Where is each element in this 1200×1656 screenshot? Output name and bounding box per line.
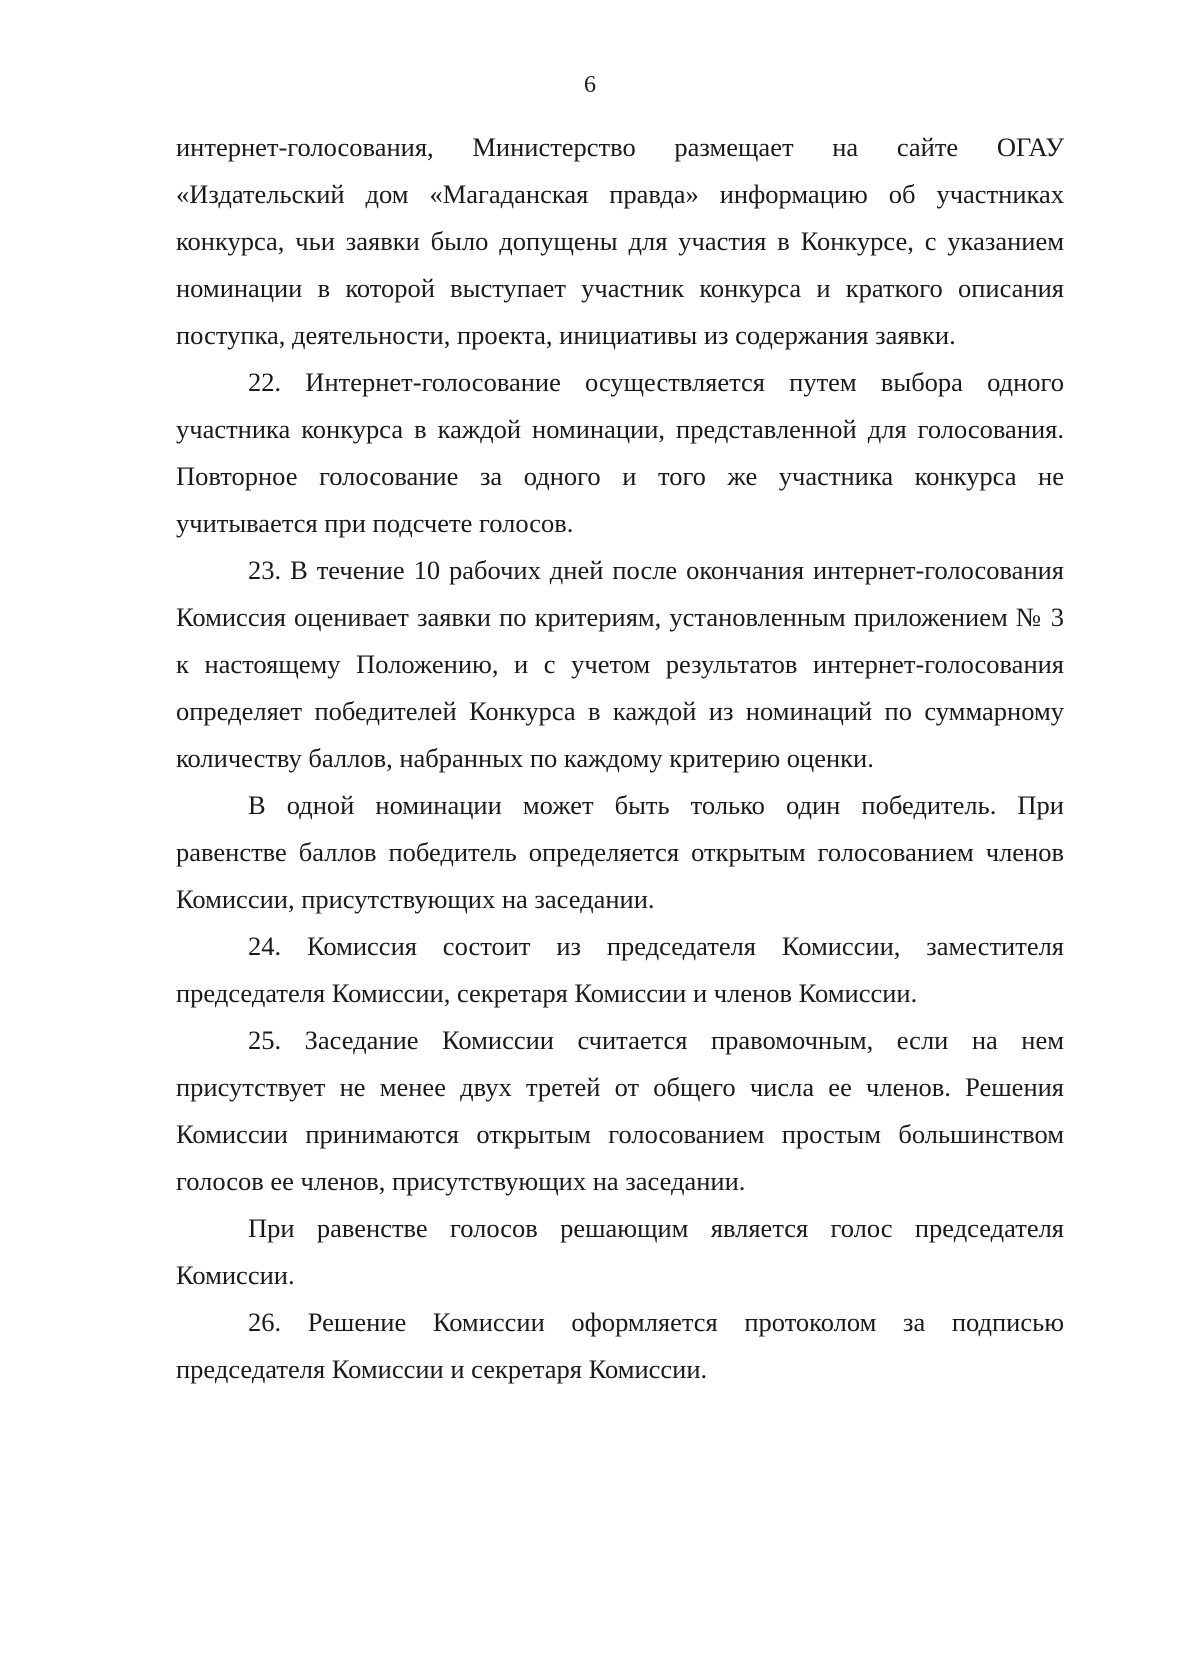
paragraph-clause-25: 25. Заседание Комиссии считается правомочным, если на нем присутствует не менее двух третей от общего числа ее членов. Решения Комиссии принимаются открытым голосованием простым большинством голосов ее членов, присутствующих на заседании.	[176, 1025, 1064, 1196]
paragraph-clause-26: 26. Решение Комиссии оформляется протоколом за подписью председателя Комиссии и секретаря Комиссии.	[176, 1307, 1064, 1384]
paragraph-continuation: интернет-голосования, Министерство размещает на сайте ОГАУ «Издательский дом «Магаданская правда» информацию об участниках конкурса, чьи заявки было допущены для участия в Конкурсе, с указанием номинации в которой выступает участник конкурса и краткого описания поступка, деятельности, проекта, инициативы из содержания заявки.	[176, 132, 1064, 350]
paragraph-single-winner: В одной номинации может быть только один победитель. При равенстве баллов победитель определяется открытым голосованием членов Комиссии, присутствующих на заседании.	[176, 790, 1064, 914]
paragraph-tie-vote: При равенстве голосов решающим является голос председателя Комиссии.	[176, 1213, 1064, 1290]
document-body	[176, 124, 1064, 1393]
paragraph-clause-24: 24. Комиссия состоит из председателя Комиссии, заместителя председателя Комиссии, секретаря Комиссии и членов Комиссии.	[176, 931, 1064, 1008]
page-number: 6	[584, 72, 596, 98]
paragraph-clause-23: 23. В течение 10 рабочих дней после окончания интернет-голосования Комиссия оценивает заявки по критериям, установленным приложением № 3 к настоящему Положению, и с учетом результатов интернет-голосования определяет победителей Конкурса в каждой из номинаций по суммарному количеству баллов, набранных по каждому критерию оценки.	[176, 555, 1064, 773]
paragraph-clause-22: 22. Интернет-голосование осуществляется путем выбора одного участника конкурса в каждой номинации, представленной для голосования. Повторное голосование за одного и того же участника конкурса не учитывается при подсчете голосов.	[176, 367, 1064, 538]
